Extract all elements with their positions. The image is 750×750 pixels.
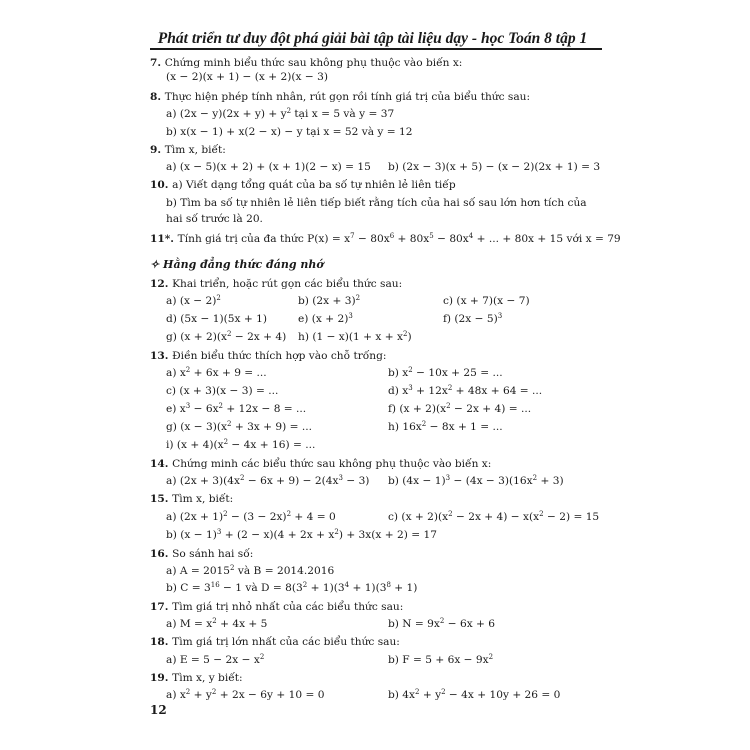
exercise-number: 9. bbox=[150, 144, 165, 156]
exercise-heading bbox=[150, 600, 403, 614]
exercise-line bbox=[166, 125, 413, 139]
exercise-item: g) $(x - 3)(x^2 + 3x + 9)$ = ... bbox=[166, 420, 312, 433]
exercise-heading bbox=[150, 232, 621, 246]
exercise-item: b) $(4x - 1)^3 - (4x - 3)(16x^2 + 3)$ bbox=[388, 474, 564, 487]
exercise-heading bbox=[150, 90, 530, 104]
exercise-number: 16. bbox=[150, 548, 173, 560]
exercise-text: Thực hiện phép tính nhân, rút gọn rồi tính giá trị của biểu thức sau: bbox=[164, 91, 531, 103]
exercise-line bbox=[166, 581, 417, 595]
exercise-number: 13. bbox=[150, 350, 173, 362]
exercise-line bbox=[166, 196, 587, 210]
exercise-text: a) Viết dạng tổng quát của ba số tự nhiên lẻ liên tiếp bbox=[172, 179, 456, 191]
exercise-text: b) x(x − 1) + x(2 − x) − y tại x = 52 và y = 12 bbox=[166, 126, 413, 138]
exercise-item: f) $(2x - 5)^3$ bbox=[443, 312, 503, 325]
exercise-text: i) $(x + 4)(x^2 - 4x + 16)$ = ... bbox=[166, 438, 316, 451]
exercise-heading bbox=[150, 56, 462, 70]
exercise-item: b) $F = 5 + 6x - 9x^2$ bbox=[388, 653, 494, 666]
exercise-line bbox=[166, 564, 334, 578]
exercise-item: a) $M = x^2 + 4x + 5$ bbox=[166, 617, 268, 630]
exercise-heading bbox=[150, 178, 456, 192]
exercise-text: hai số trước là 20. bbox=[166, 213, 263, 225]
exercise-item: e) $(x + 2)^3$ bbox=[298, 312, 353, 325]
exercise-item: c) (x + 3)(x − 3) = ... bbox=[166, 385, 279, 397]
exercise-item: a) $E = 5 - 2x - x^2$ bbox=[166, 653, 265, 666]
exercise-text: (x − 2)(x + 1) − (x + 2)(x − 3) bbox=[166, 71, 328, 83]
exercise-item: b) $(2x + 3)^2$ bbox=[298, 294, 361, 307]
exercise-heading bbox=[150, 492, 233, 506]
exercise-number: 15. bbox=[150, 493, 173, 505]
exercise-text: b) $C = 3^{16} - 1$ và $D = 8(3^2 + 1)(3^4 + 1)(3^8 + 1)$ bbox=[166, 581, 418, 594]
exercise-text: Điền biểu thức thích hợp vào chỗ trống: bbox=[172, 350, 387, 362]
exercise-text: So sánh hai số: bbox=[172, 548, 254, 560]
exercise-item: a) (x − 5)(x + 2) + (x + 1)(2 − x) = 15 bbox=[166, 161, 371, 173]
exercise-number: 18. bbox=[150, 636, 173, 648]
exercise-heading bbox=[150, 635, 400, 649]
exercise-line bbox=[166, 212, 263, 226]
exercise-item: b) $N = 9x^2 - 6x + 6$ bbox=[388, 617, 496, 630]
exercise-item: h) $16x^2 - 8x + 1$ = ... bbox=[388, 420, 503, 433]
exercise-item: b) (2x − 3)(x + 5) − (x − 2)(2x + 1) = 3 bbox=[388, 161, 601, 173]
exercise-number: 8. bbox=[150, 91, 165, 103]
exercise-line bbox=[166, 438, 315, 452]
exercise-text: Tìm giá trị lớn nhất của các biểu thức sau: bbox=[172, 636, 400, 648]
exercise-item: b) $x^2 - 10x + 25$ = ... bbox=[388, 366, 503, 379]
exercise-heading bbox=[150, 457, 491, 471]
exercise-text: b) Tìm ba số tự nhiên lẻ liên tiếp biết rằng tích của hai số sau lớn hơn tích của bbox=[166, 197, 587, 209]
page-header-title: Phát triển tư duy đột phá giải bài tập tài liệu dạy - học Toán 8 tập 1 bbox=[157, 30, 588, 47]
exercise-text: Tìm x, y biết: bbox=[172, 672, 243, 684]
exercise-item: b) $4x^2 + y^2 - 4x + 10y + 26 = 0$ bbox=[388, 688, 561, 701]
exercise-text: Chứng minh các biểu thức sau không phụ thuộc vào biến x: bbox=[172, 458, 492, 470]
exercise-heading bbox=[150, 547, 253, 561]
exercise-item: d) $x^3 + 12x^2 + 48x + 64$ = ... bbox=[388, 384, 543, 397]
exercise-item: c) (x + 7)(x − 7) bbox=[443, 295, 530, 307]
exercise-text: a) $(2x - y)(2x + y) + y^2$ tại x = 5 và y = 37 bbox=[166, 107, 395, 120]
exercise-item: c) $(x + 2)(x^2 - 2x + 4) - x(x^2 - 2) = 15$ bbox=[388, 510, 600, 523]
exercise-number: 11*. bbox=[150, 233, 178, 245]
exercise-number: 17. bbox=[150, 601, 173, 613]
exercise-item: g) $(x + 2)(x^2 - 2x + 4)$ bbox=[166, 330, 287, 343]
exercise-item: a) $(2x + 3)(4x^2 - 6x + 9) - 2(4x^3 - 3)$ bbox=[166, 474, 370, 487]
page-number: 12 bbox=[150, 703, 167, 717]
exercise-heading bbox=[150, 349, 386, 363]
exercise-item: a) $(x - 2)^2$ bbox=[166, 294, 221, 307]
exercise-heading bbox=[150, 277, 402, 291]
exercise-text: b) $(x - 1)^3 + (2 - x)(4 + 2x + x^2) + 3x(x + 2) = 17$ bbox=[166, 528, 437, 541]
exercise-item: e) $x^3 - 6x^2 + 12x - 8$ = ... bbox=[166, 402, 307, 415]
header-divider bbox=[150, 48, 602, 50]
exercise-item: h) $(1 - x)(1 + x + x^2)$ bbox=[298, 330, 412, 343]
exercise-text: Tìm giá trị nhỏ nhất của các biểu thức sau: bbox=[172, 601, 404, 613]
exercise-item: a) $(2x + 1)^2 - (3 - 2x)^2 + 4 = 0$ bbox=[166, 510, 336, 523]
exercise-item: f) $(x + 2)(x^2 - 2x + 4)$ = ... bbox=[388, 402, 532, 415]
exercise-text: Tìm x, biết: bbox=[172, 493, 234, 505]
exercise-number: 12. bbox=[150, 278, 173, 290]
exercise-heading bbox=[150, 143, 226, 157]
exercise-text: Chứng minh biểu thức sau không phụ thuộc vào biến x: bbox=[164, 57, 463, 69]
exercise-number: 7. bbox=[150, 57, 165, 69]
exercise-number: 14. bbox=[150, 458, 173, 470]
exercise-text: Tìm x, biết: bbox=[164, 144, 226, 156]
section-title: ✧ Hằng đẳng thức đáng nhớ bbox=[150, 258, 324, 271]
exercise-item: d) (5x − 1)(5x + 1) bbox=[166, 313, 267, 325]
exercise-heading bbox=[150, 671, 243, 685]
exercise-line bbox=[166, 528, 437, 542]
exercise-line bbox=[166, 107, 394, 121]
exercise-text: a) $A = 2015^2$ và B = 2014.2016 bbox=[166, 564, 335, 577]
exercise-line bbox=[166, 70, 328, 84]
exercise-text: Khai triển, hoặc rút gọn các biểu thức sau: bbox=[172, 278, 403, 290]
exercise-text: Tính giá trị của đa thức $P(x) = x^7 - 80x^6 + 80x^5 - 80x^4$ + ... + 80x + 15 với x = 79 bbox=[177, 232, 621, 245]
exercise-item: a) $x^2 + 6x + 9$ = ... bbox=[166, 366, 267, 379]
exercise-item: a) $x^2 + y^2 + 2x - 6y + 10 = 0$ bbox=[166, 688, 325, 701]
exercise-number: 10. bbox=[150, 179, 173, 191]
exercise-number: 19. bbox=[150, 672, 173, 684]
